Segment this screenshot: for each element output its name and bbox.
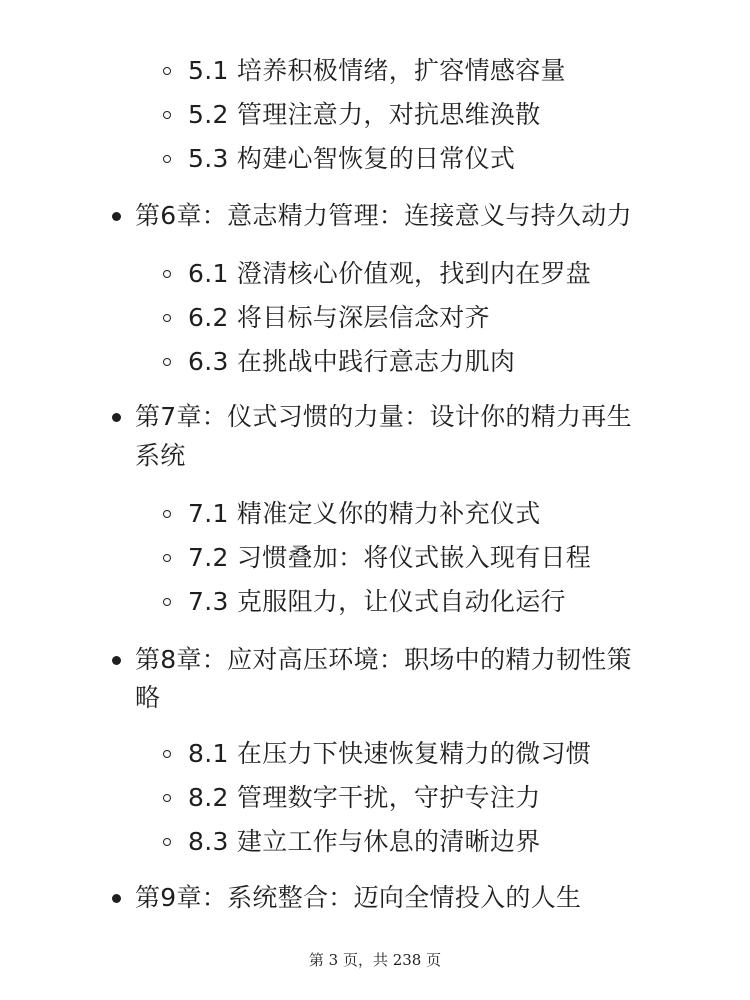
circle-bullet-icon — [163, 111, 171, 119]
toc-subsection-8-2: 8.2 管理数字干扰，守护专注力 — [188, 783, 541, 812]
toc-subsection-7-3: 7.3 克服阻力，让仪式自动化运行 — [188, 587, 566, 616]
disc-bullet-icon — [112, 656, 121, 665]
toc-subsection-8-3: 8.3 建立工作与休息的清晰边界 — [188, 827, 541, 856]
circle-bullet-icon — [163, 598, 171, 606]
toc-subsection-5-2: 5.2 管理注意力，对抗思维涣散 — [188, 100, 541, 129]
circle-bullet-icon — [163, 358, 171, 366]
toc-chapter-8-line-2: 略 — [135, 683, 161, 712]
circle-bullet-icon — [163, 838, 171, 846]
toc-subsection-6-2: 6.2 将目标与深层信念对齐 — [188, 303, 490, 332]
circle-bullet-icon — [163, 510, 171, 518]
toc-subsection-6-3: 6.3 在挑战中践行意志力肌肉 — [188, 347, 516, 376]
toc-chapter-6: 第6章：意志精力管理：连接意义与持久动力 — [135, 201, 632, 230]
circle-bullet-icon — [163, 314, 171, 322]
toc-subsection-7-2: 7.2 习惯叠加：将仪式嵌入现有日程 — [188, 543, 592, 572]
circle-bullet-icon — [163, 270, 171, 278]
circle-bullet-icon — [163, 794, 171, 802]
disc-bullet-icon — [112, 212, 121, 221]
toc-subsection-7-1: 7.1 精准定义你的精力补充仪式 — [188, 499, 541, 528]
toc-chapter-9: 第9章：系统整合：迈向全情投入的人生 — [135, 883, 582, 912]
toc-chapter-7-line-1: 第7章：仪式习惯的力量：设计你的精力再生 — [135, 402, 632, 431]
disc-bullet-icon — [112, 413, 121, 422]
page-number-footer: 第 3 页，共 238 页 — [308, 951, 442, 969]
circle-bullet-icon — [163, 155, 171, 163]
toc-subsection-6-1: 6.1 澄清核心价值观，找到内在罗盘 — [188, 259, 592, 288]
toc-subsection-5-3: 5.3 构建心智恢复的日常仪式 — [188, 144, 516, 173]
disc-bullet-icon — [112, 894, 121, 903]
toc-subsection-8-1: 8.1 在压力下快速恢复精力的微习惯 — [188, 739, 592, 768]
toc-subsection-5-1: 5.1 培养积极情绪，扩容情感容量 — [188, 56, 566, 85]
circle-bullet-icon — [163, 67, 171, 75]
toc-chapter-7-line-2: 系统 — [135, 441, 186, 470]
toc-chapter-8-line-1: 第8章：应对高压环境：职场中的精力韧性策 — [135, 645, 632, 674]
circle-bullet-icon — [163, 750, 171, 758]
circle-bullet-icon — [163, 554, 171, 562]
